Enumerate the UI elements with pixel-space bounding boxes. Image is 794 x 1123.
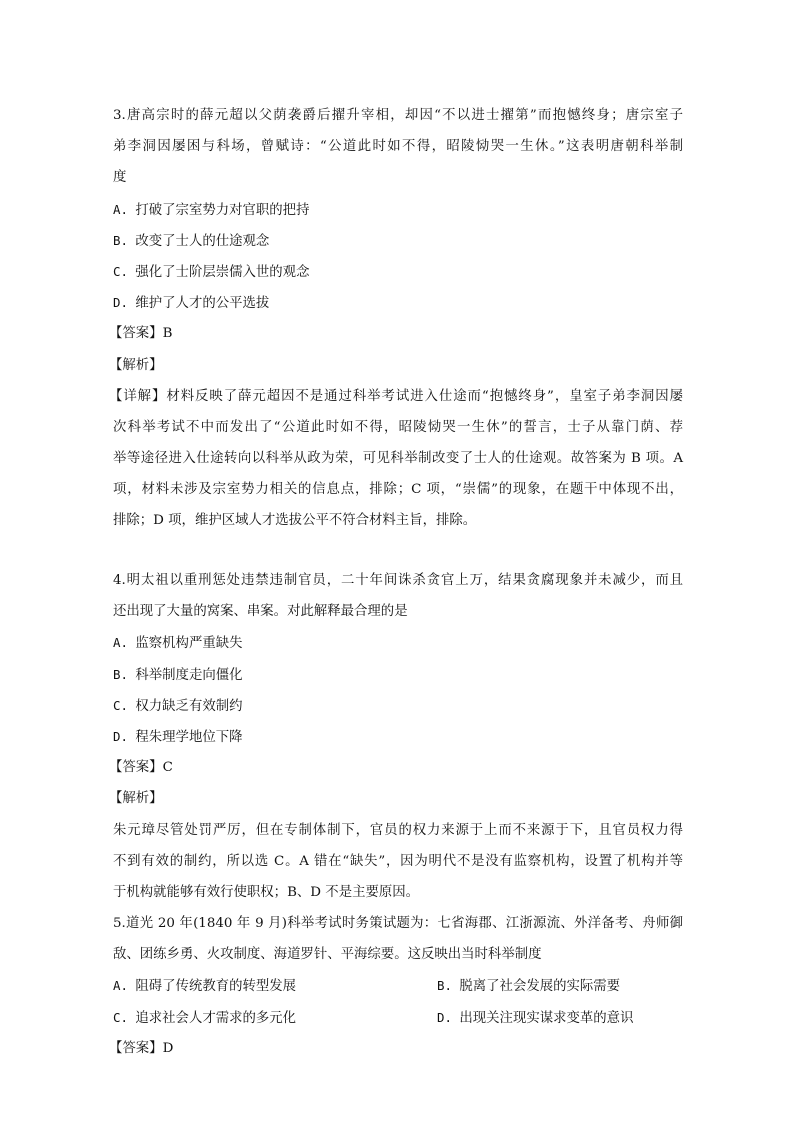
option-key: D. bbox=[437, 1009, 452, 1025]
option-key: B. bbox=[113, 666, 128, 682]
option-a bbox=[113, 627, 683, 658]
option-d bbox=[113, 287, 683, 318]
question-4 bbox=[109, 565, 683, 908]
detail-line: 次科举考试不中而发出了“公道此时如不得，昭陵恸哭一生休”的誓言，士子从靠门荫、荐 bbox=[113, 419, 683, 435]
option-b bbox=[113, 225, 683, 256]
option-text: 科举制度走向僵化 bbox=[135, 667, 243, 683]
option-text: 出现关注现实谋求变革的意识 bbox=[459, 1010, 634, 1026]
detail-line: 举等途径进入仕途转向以科举从政为荣，可见科举制改变了士人的仕途观。故答案为 B 项。A bbox=[113, 451, 683, 467]
detail-line: 【详解】材料反映了薛元超因不是通过科举考试进入仕途而“抱憾终身”，皇室子弟李洞因屡 bbox=[109, 388, 683, 404]
question-5 bbox=[109, 908, 683, 1064]
option-key: A. bbox=[113, 978, 128, 994]
option-text: 打破了宗室势力对官职的把持 bbox=[135, 202, 310, 218]
question-stem-line: 还出现了大量的窝案、串案。对此解释最合理的是 bbox=[113, 604, 408, 620]
option-row bbox=[113, 1002, 683, 1033]
detail-line: 项，材料未涉及宗室势力相关的信息点，排除；C 项，“崇儒”的现象，在题干中体现不出， bbox=[113, 482, 683, 498]
answer-line bbox=[109, 318, 683, 349]
analysis-label: 【解析】 bbox=[109, 791, 163, 807]
question-stem-line: 3.唐高宗时的薛元超以父荫袭爵后擢升宰相，却因“不以进士擢第”而抱憾终身；唐宗室子 bbox=[113, 108, 683, 123]
option-key: B. bbox=[113, 232, 128, 248]
question-stem-line: 度 bbox=[113, 170, 127, 186]
option-d bbox=[113, 721, 683, 752]
option-d bbox=[437, 1002, 633, 1033]
option-key: B. bbox=[437, 978, 452, 994]
answer-label: 【答案】 bbox=[109, 760, 163, 776]
detail-line: 朱元璋尽管处罚严厉，但在专制体制下，官员的权力来源于上而不来源于下，且官员权力得 bbox=[113, 822, 683, 838]
option-a bbox=[113, 970, 437, 1001]
answer-value: C bbox=[162, 760, 173, 776]
option-b bbox=[113, 659, 683, 690]
question-stem-line: 敌、团练乡勇、火攻制度、海道罗针、平海综要。这反映出当时科举制度 bbox=[113, 947, 542, 963]
option-key: A. bbox=[113, 635, 128, 651]
answer-value: B bbox=[162, 326, 173, 342]
option-text: 脱离了社会发展的实际需要 bbox=[459, 979, 621, 995]
option-row bbox=[113, 970, 683, 1001]
option-key: C. bbox=[113, 1009, 128, 1025]
option-b bbox=[437, 970, 620, 1001]
option-text: 阻碍了传统教育的转型发展 bbox=[135, 979, 297, 995]
option-key: D. bbox=[113, 728, 128, 744]
analysis-label: 【解析】 bbox=[109, 357, 163, 373]
answer-line bbox=[109, 752, 683, 783]
detail-line: 不到有效的制约，所以选 C。A 错在“缺失”，因为明代不是没有监察机构，设置了机构并等 bbox=[113, 853, 683, 869]
answer-value: D bbox=[162, 1040, 174, 1056]
option-text: 程朱理学地位下降 bbox=[135, 729, 243, 745]
option-key: A. bbox=[113, 201, 128, 217]
answer-label: 【答案】 bbox=[109, 1040, 163, 1056]
question-3 bbox=[109, 100, 683, 537]
option-text: 强化了士阶层崇儒入世的观念 bbox=[135, 264, 310, 280]
option-a bbox=[113, 194, 683, 225]
question-stem-line: 5.道光 20 年(1840 年 9 月)科举考试时务策试题为：七省海郡、江浙源流、外洋备考、舟师御 bbox=[113, 916, 683, 931]
option-c bbox=[113, 256, 683, 287]
option-text: 追求社会人才需求的多元化 bbox=[135, 1010, 297, 1026]
option-text: 改变了士人的仕途观念 bbox=[135, 233, 270, 249]
detail-line: 于机构就能够有效行使职权；B、D 不是主要原因。 bbox=[113, 884, 420, 900]
option-text: 监察机构严重缺失 bbox=[135, 636, 243, 652]
detail-line: 排除；D 项，维护区域人才选拔公平不符合材料主旨，排除。 bbox=[113, 513, 477, 529]
question-stem-line: 4.明太祖以重刑惩处违禁违制官员，二十年间诛杀贪官上万，结果贪腐现象并未减少，而且 bbox=[113, 573, 683, 588]
question-stem-line: 弟李洞因屡困与科场，曾赋诗：“公道此时如不得，昭陵恸哭一生休。”这表明唐朝科举制 bbox=[113, 139, 683, 155]
answer-label: 【答案】 bbox=[109, 326, 163, 342]
option-key: C. bbox=[113, 697, 128, 713]
answer-line bbox=[109, 1033, 683, 1064]
option-c bbox=[113, 690, 683, 721]
option-key: D. bbox=[113, 295, 128, 311]
option-c bbox=[113, 1002, 437, 1033]
option-text: 维护了人才的公平选拔 bbox=[135, 296, 270, 312]
option-text: 权力缺乏有效制约 bbox=[135, 698, 243, 714]
option-key: C. bbox=[113, 263, 128, 279]
